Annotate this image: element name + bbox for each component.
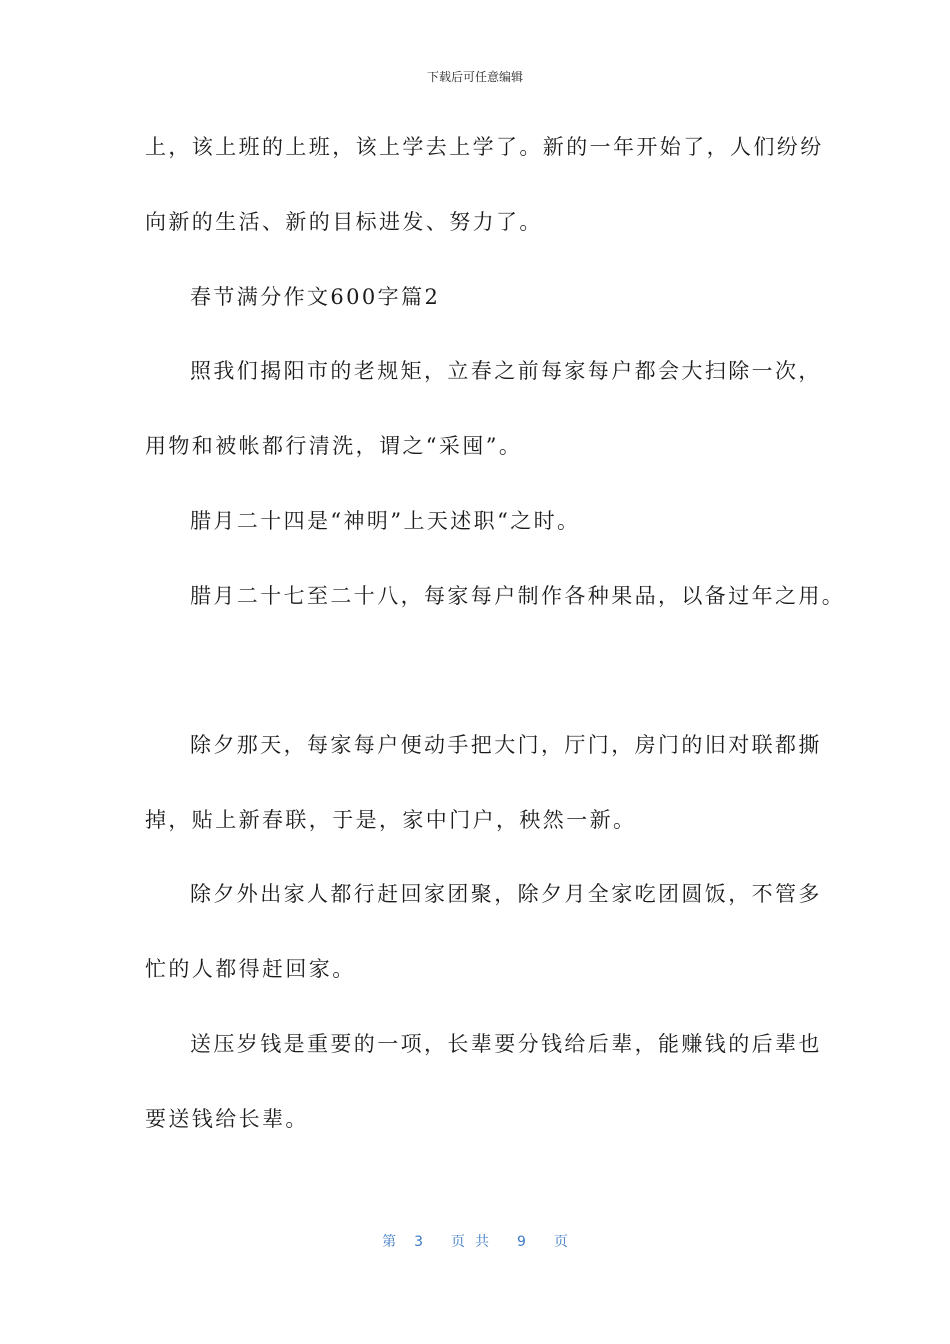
paragraph-line-11: 送压岁钱是重要的一项，长辈要分钱给后辈，能赚钱的后辈也 (190, 1032, 822, 1056)
paragraph-line-12: 要送钱给长辈。 (145, 1107, 309, 1131)
header-note: 下载后可任意编辑 (426, 70, 523, 84)
footer-page-mid: 页共 (451, 1234, 499, 1250)
footer-current-page: 3 (414, 1234, 423, 1250)
paragraph-line-5: 腊月二十四是“神明”上天述职“之时。 (190, 509, 581, 533)
paragraph-line-2: 向新的生活、新的目标进发、努力了。 (145, 210, 543, 234)
paragraph-line-6: 腊月二十七至二十八，每家每户制作各种果品，以备过年之用。 (190, 584, 846, 608)
footer-page-end: 页 (553, 1234, 568, 1250)
section-title: 春节满分作文600字篇2 (190, 285, 441, 309)
footer-total-pages: 9 (517, 1234, 526, 1250)
page-footer (0, 1231, 950, 1251)
paragraph-line-1: 上，该上班的上班，该上学去上学了。新的一年开始了，人们纷纷 (145, 135, 824, 159)
paragraph-line-3: 照我们揭阳市的老规矩，立春之前每家每户都会大扫除一次， (190, 359, 822, 383)
footer-page-label: 第 (382, 1234, 397, 1250)
paragraph-line-10: 忙的人都得赶回家。 (145, 957, 356, 981)
paragraph-line-4: 用物和被帐都行清洗，谓之“采囤”。 (145, 434, 523, 458)
paragraph-line-9: 除夕外出家人都行赶回家团聚，除夕月全家吃团圆饭，不管多 (190, 882, 822, 906)
paragraph-line-8: 掉，贴上新春联，于是，家中门户，秧然一新。 (145, 808, 637, 832)
paragraph-line-7: 除夕那天，每家每户便动手把大门，厅门，房门的旧对联都撕 (190, 733, 822, 757)
